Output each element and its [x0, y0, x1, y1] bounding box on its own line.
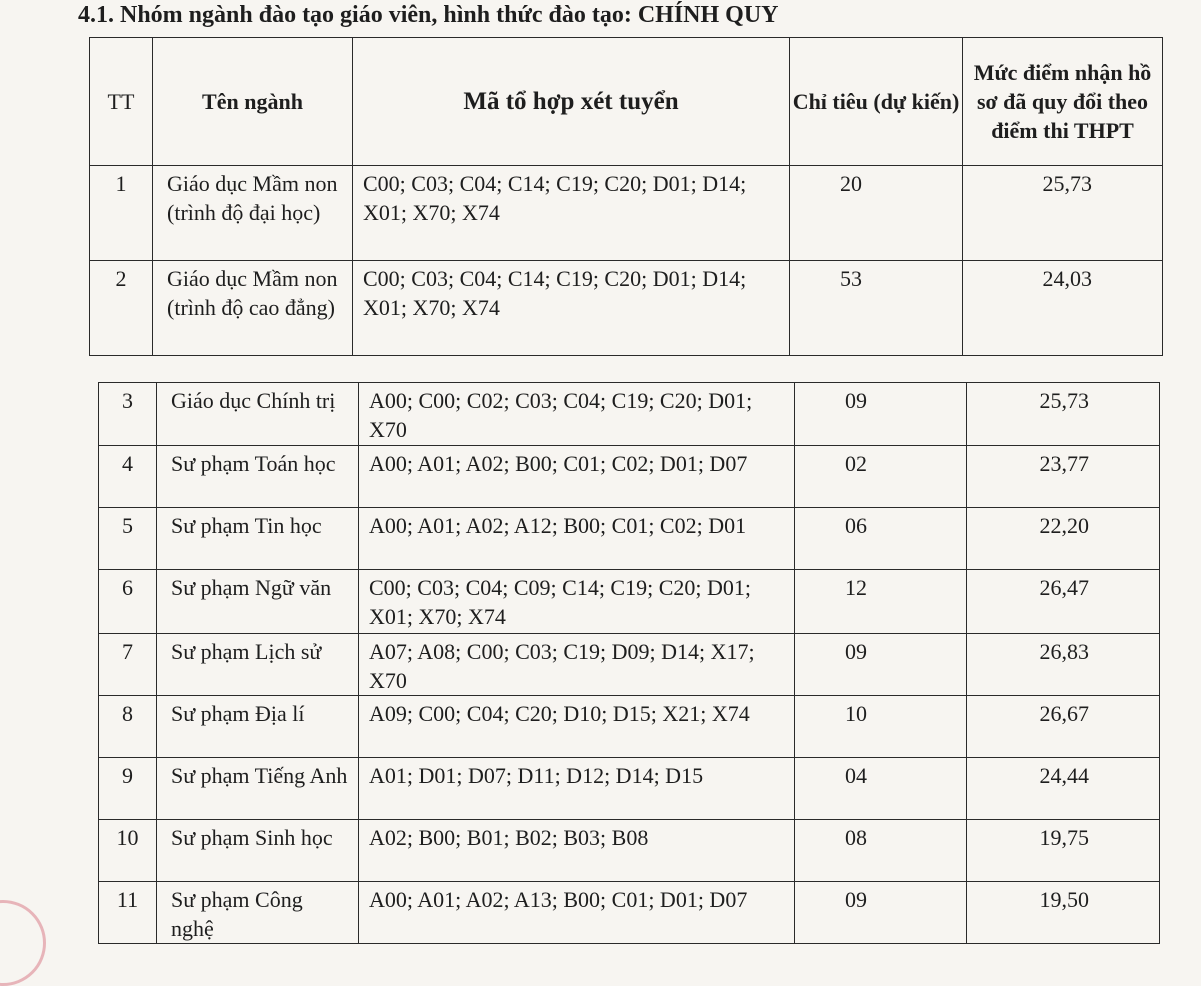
admission-table-bottom: [98, 382, 1160, 944]
cell-quota: 53: [790, 261, 963, 356]
cell-codes: A00; A01; A02; A12; B00; C01; C02; D01: [359, 508, 795, 570]
table-row: [90, 166, 1163, 261]
header-quota: Chỉ tiêu (dự kiến): [790, 38, 963, 166]
table-row: [99, 696, 1160, 758]
cell-name: Giáo dục Chính trị: [157, 383, 359, 446]
cell-score: 26,47: [967, 570, 1160, 634]
cell-name: Sư phạm Lịch sử: [157, 634, 359, 696]
cell-codes: C00; C03; C04; C14; C19; C20; D01; D14; X01; X70; X74: [353, 166, 790, 261]
cell-quota: 09: [795, 634, 967, 696]
cell-name: Sư phạm Tiếng Anh: [157, 758, 359, 820]
cell-quota: 10: [795, 696, 967, 758]
cell-tt: 9: [99, 758, 157, 820]
cell-tt: 6: [99, 570, 157, 634]
cell-score: 24,03: [963, 261, 1163, 356]
cell-score: 25,73: [963, 166, 1163, 261]
cell-tt: 1: [90, 166, 153, 261]
header-score: Mức điểm nhận hồ sơ đã quy đổi theo điểm thi THPT: [963, 38, 1163, 166]
cell-quota: 09: [795, 882, 967, 944]
cell-name: Sư phạm Công nghệ: [157, 882, 359, 944]
cell-name: Sư phạm Toán học: [157, 446, 359, 508]
cell-codes: A00; A01; A02; A13; B00; C01; D01; D07: [359, 882, 795, 944]
cell-name: Sư phạm Sinh học: [157, 820, 359, 882]
stamp-mark: [0, 900, 46, 986]
cell-name: Giáo dục Mầm non (trình độ đại học): [153, 166, 353, 261]
cell-codes: A00; A01; A02; B00; C01; C02; D01; D07: [359, 446, 795, 508]
header-tt: TT: [90, 38, 153, 166]
cell-name: Giáo dục Mầm non (trình độ cao đẳng): [153, 261, 353, 356]
table-row: [99, 820, 1160, 882]
cell-score: 22,20: [967, 508, 1160, 570]
cell-quota: 08: [795, 820, 967, 882]
cell-tt: 5: [99, 508, 157, 570]
cell-codes: C00; C03; C04; C14; C19; C20; D01; D14; X01; X70; X74: [353, 261, 790, 356]
cell-codes: A07; A08; C00; C03; C19; D09; D14; X17; X70: [359, 634, 795, 696]
cell-tt: 8: [99, 696, 157, 758]
cell-score: 19,50: [967, 882, 1160, 944]
table-row: [99, 882, 1160, 944]
cell-tt: 11: [99, 882, 157, 944]
table-header-row: [90, 38, 1163, 166]
section-heading: 4.1. Nhóm ngành đào tạo giáo viên, hình thức đào tạo: CHÍNH QUY: [78, 2, 779, 28]
cell-codes: A09; C00; C04; C20; D10; D15; X21; X74: [359, 696, 795, 758]
cell-score: 23,77: [967, 446, 1160, 508]
header-name: Tên ngành: [153, 38, 353, 166]
cell-tt: 10: [99, 820, 157, 882]
cell-quota: 02: [795, 446, 967, 508]
cell-score: 26,67: [967, 696, 1160, 758]
cell-quota: 04: [795, 758, 967, 820]
cell-tt: 2: [90, 261, 153, 356]
table-row: [99, 508, 1160, 570]
cell-codes: A02; B00; B01; B02; B03; B08: [359, 820, 795, 882]
cell-score: 19,75: [967, 820, 1160, 882]
table-row: [99, 570, 1160, 634]
cell-tt: 3: [99, 383, 157, 446]
cell-codes: A00; C00; C02; C03; C04; C19; C20; D01; X70: [359, 383, 795, 446]
cell-codes: A01; D01; D07; D11; D12; D14; D15: [359, 758, 795, 820]
header-codes: Mã tổ hợp xét tuyển: [353, 38, 790, 166]
admission-table-top: [89, 37, 1163, 356]
table-row: [99, 383, 1160, 446]
table-row: [99, 634, 1160, 696]
cell-score: 24,44: [967, 758, 1160, 820]
table-row: [99, 446, 1160, 508]
cell-codes: C00; C03; C04; C09; C14; C19; C20; D01; X01; X70; X74: [359, 570, 795, 634]
cell-quota: 20: [790, 166, 963, 261]
cell-quota: 06: [795, 508, 967, 570]
cell-tt: 7: [99, 634, 157, 696]
cell-name: Sư phạm Địa lí: [157, 696, 359, 758]
table-row: [99, 758, 1160, 820]
cell-tt: 4: [99, 446, 157, 508]
table-row: [90, 261, 1163, 356]
cell-score: 26,83: [967, 634, 1160, 696]
cell-name: Sư phạm Tin học: [157, 508, 359, 570]
cell-name: Sư phạm Ngữ văn: [157, 570, 359, 634]
cell-quota: 12: [795, 570, 967, 634]
cell-score: 25,73: [967, 383, 1160, 446]
cell-quota: 09: [795, 383, 967, 446]
